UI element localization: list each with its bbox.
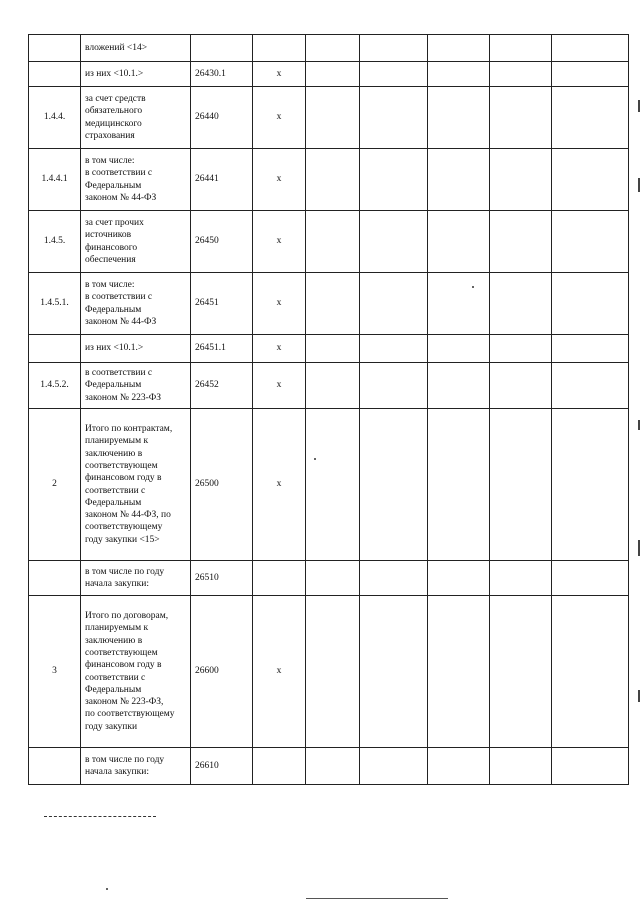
description-line: в том числе: [85, 279, 135, 290]
description-line: финансового [85, 242, 138, 253]
empty-value-cell [428, 62, 490, 87]
year-column-cell [253, 35, 306, 62]
description-line: финансовом году в [85, 473, 162, 484]
empty-value-cell [360, 62, 428, 87]
empty-value-cell [428, 35, 490, 62]
empty-value-cell [360, 87, 428, 149]
empty-value-cell [552, 748, 629, 785]
scan-speck [106, 888, 108, 890]
description-line: законом № 44-ФЗ [85, 316, 157, 327]
row-description-cell [81, 335, 191, 363]
description-line: заключению в [85, 448, 143, 459]
scan-speck [314, 458, 316, 460]
description-line: вложений <14> [85, 42, 148, 53]
row-description-cell [81, 35, 191, 62]
year-column-cell: x [253, 363, 306, 409]
description-line: Федеральным [85, 497, 142, 508]
row-description-cell [81, 211, 191, 273]
description-line: в том числе по году [85, 754, 165, 765]
year-column-cell: x [253, 596, 306, 748]
description-line: начала закупки: [85, 767, 149, 777]
description-line: планируемым к [85, 623, 149, 634]
row-description-cell [81, 561, 191, 596]
empty-value-cell [552, 211, 629, 273]
table-row [29, 62, 629, 87]
description-line: заключению в [85, 635, 143, 646]
empty-value-cell [306, 62, 360, 87]
empty-value-cell [552, 62, 629, 87]
empty-value-cell [490, 561, 552, 596]
empty-value-cell [360, 335, 428, 363]
row-description-cell [81, 596, 191, 748]
row-code-cell: 26610 [191, 748, 253, 785]
description-line: из них <10.1.> [85, 343, 144, 354]
empty-value-cell [428, 87, 490, 149]
description-line: в соответствии с [85, 292, 153, 303]
table-row [29, 335, 629, 363]
empty-value-cell [360, 409, 428, 561]
description-line: Итого по договорам, [85, 611, 169, 622]
empty-value-cell [552, 35, 629, 62]
description-line: году закупки <15> [85, 534, 160, 545]
description-line: Федеральным [85, 684, 142, 695]
description-line: обеспечения [85, 254, 136, 265]
signature-line [306, 898, 448, 899]
empty-value-cell [306, 409, 360, 561]
empty-value-cell [306, 363, 360, 409]
empty-value-cell [306, 273, 360, 335]
table-row [29, 561, 629, 596]
row-description-cell [81, 62, 191, 87]
year-column-cell: x [253, 335, 306, 363]
empty-value-cell [360, 35, 428, 62]
description-line: планируемым к [85, 436, 149, 447]
empty-value-cell [360, 149, 428, 211]
scan-speck [472, 286, 474, 288]
row-description-cell [81, 363, 191, 409]
row-code-cell: 26441 [191, 149, 253, 211]
row-code-cell [191, 35, 253, 62]
empty-value-cell [428, 149, 490, 211]
empty-value-cell [552, 561, 629, 596]
description-line: страхования [85, 130, 135, 141]
row-code-cell: 26500 [191, 409, 253, 561]
empty-value-cell [428, 409, 490, 561]
description-line: в соответствии с [85, 168, 153, 179]
description-line: по соответствующему [85, 709, 175, 720]
year-column-cell: x [253, 149, 306, 211]
row-code-cell: 26600 [191, 596, 253, 748]
row-description-cell [81, 273, 191, 335]
empty-value-cell [490, 335, 552, 363]
row-code-cell: 26510 [191, 561, 253, 596]
row-number-cell: 1.4.5.1. [29, 273, 81, 335]
row-number-cell [29, 35, 81, 62]
description-line: соответствующему [85, 522, 163, 533]
table-row [29, 149, 629, 211]
empty-value-cell [552, 409, 629, 561]
description-line: году закупки [85, 721, 138, 732]
row-number-cell [29, 561, 81, 596]
description-line: законом № 223-ФЗ [85, 392, 162, 403]
empty-value-cell [306, 149, 360, 211]
empty-value-cell [360, 748, 428, 785]
financial-plan-table [28, 34, 629, 785]
row-code-cell: 26430.1 [191, 62, 253, 87]
description-line: Федеральным [85, 180, 142, 191]
table-row [29, 35, 629, 62]
empty-value-cell [552, 596, 629, 748]
footnote-separator [44, 816, 156, 817]
row-code-cell: 26450 [191, 211, 253, 273]
description-line: законом № 44-ФЗ, по [85, 510, 171, 521]
year-column-cell [253, 561, 306, 596]
row-number-cell: 1.4.5.2. [29, 363, 81, 409]
empty-value-cell [360, 211, 428, 273]
row-description-cell [81, 409, 191, 561]
description-line: в том числе по году [85, 566, 165, 577]
empty-value-cell [306, 561, 360, 596]
description-line: соответствующем [85, 647, 158, 658]
empty-value-cell [428, 748, 490, 785]
table-row [29, 363, 629, 409]
description-line: в том числе: [85, 155, 135, 166]
description-line: Федеральным [85, 380, 142, 391]
row-number-cell: 3 [29, 596, 81, 748]
year-column-cell: x [253, 87, 306, 149]
description-line: соответствующем [85, 460, 158, 471]
description-line: медицинского [85, 118, 142, 129]
description-line: источников [85, 230, 132, 241]
empty-value-cell [490, 363, 552, 409]
row-code-cell: 26451.1 [191, 335, 253, 363]
description-line: Федеральным [85, 304, 142, 315]
empty-value-cell [552, 149, 629, 211]
empty-value-cell [306, 211, 360, 273]
row-code-cell: 26451 [191, 273, 253, 335]
empty-value-cell [360, 363, 428, 409]
empty-value-cell [552, 273, 629, 335]
empty-value-cell [490, 409, 552, 561]
description-line: обязательного [85, 106, 143, 117]
empty-value-cell [306, 87, 360, 149]
description-line: из них <10.1.> [85, 68, 144, 79]
description-line: соответствии с [85, 485, 146, 496]
description-line: за счет средств [85, 93, 146, 104]
table-row [29, 596, 629, 748]
empty-value-cell [552, 363, 629, 409]
empty-value-cell [306, 596, 360, 748]
row-number-cell: 1.4.4.1 [29, 149, 81, 211]
empty-value-cell [306, 335, 360, 363]
table-row [29, 273, 629, 335]
table-row [29, 409, 629, 561]
empty-value-cell [490, 273, 552, 335]
description-line: за счет прочих [85, 217, 144, 228]
empty-value-cell [428, 335, 490, 363]
empty-value-cell [428, 211, 490, 273]
empty-value-cell [490, 35, 552, 62]
year-column-cell: x [253, 409, 306, 561]
table-body [29, 35, 629, 785]
row-code-cell: 26440 [191, 87, 253, 149]
empty-value-cell [490, 149, 552, 211]
table-row [29, 87, 629, 149]
empty-value-cell [490, 596, 552, 748]
description-line: финансовом году в [85, 660, 162, 671]
row-description-cell [81, 87, 191, 149]
empty-value-cell [490, 211, 552, 273]
empty-value-cell [360, 561, 428, 596]
row-number-cell: 1.4.5. [29, 211, 81, 273]
row-description-cell [81, 149, 191, 211]
description-line: начала закупки: [85, 579, 149, 589]
empty-value-cell [428, 596, 490, 748]
empty-value-cell [306, 35, 360, 62]
row-code-cell: 26452 [191, 363, 253, 409]
row-description-cell [81, 748, 191, 785]
description-line: в соответствии с [85, 368, 153, 379]
empty-value-cell [306, 748, 360, 785]
empty-value-cell [552, 87, 629, 149]
description-line: Итого по контрактам, [85, 424, 173, 435]
row-number-cell [29, 62, 81, 87]
description-line: соответствии с [85, 672, 146, 683]
year-column-cell [253, 748, 306, 785]
row-number-cell: 2 [29, 409, 81, 561]
year-column-cell: x [253, 273, 306, 335]
year-column-cell: x [253, 62, 306, 87]
empty-value-cell [490, 748, 552, 785]
description-line: законом № 44-ФЗ [85, 192, 157, 203]
row-number-cell [29, 748, 81, 785]
empty-value-cell [490, 87, 552, 149]
row-number-cell: 1.4.4. [29, 87, 81, 149]
table-row [29, 211, 629, 273]
year-column-cell: x [253, 211, 306, 273]
empty-value-cell [490, 62, 552, 87]
empty-value-cell [360, 273, 428, 335]
empty-value-cell [428, 363, 490, 409]
row-number-cell [29, 335, 81, 363]
table-row [29, 748, 629, 785]
empty-value-cell [360, 596, 428, 748]
empty-value-cell [552, 335, 629, 363]
empty-value-cell [428, 273, 490, 335]
empty-value-cell [428, 561, 490, 596]
description-line: законом № 223-ФЗ, [85, 697, 164, 708]
